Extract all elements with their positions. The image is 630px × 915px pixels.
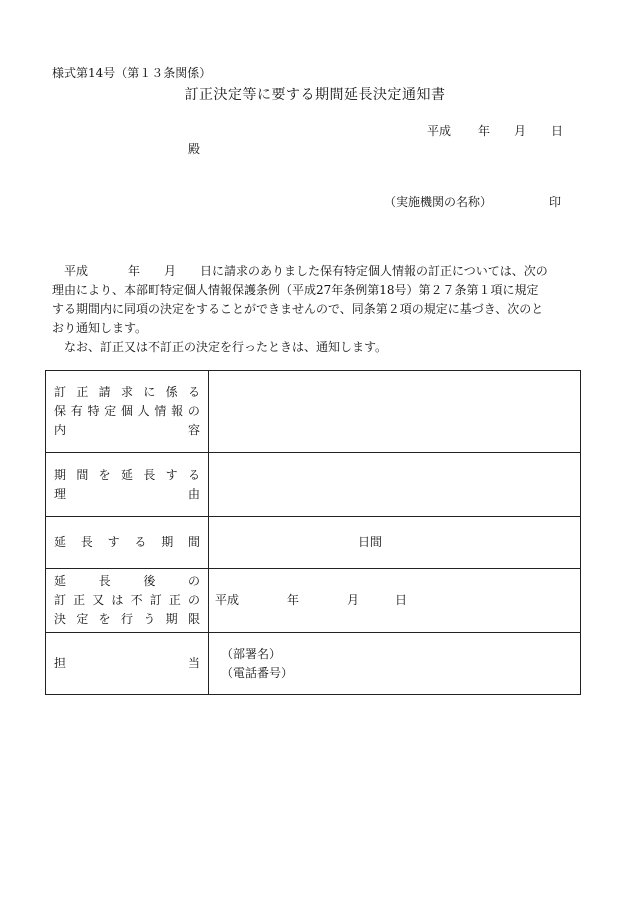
label-char: 訂 <box>54 593 67 607</box>
table-row-reason <box>46 453 581 517</box>
label-line <box>54 533 200 552</box>
issuer-name: （実施機関の名称） <box>384 195 493 209</box>
contact-phone: （電話番号） <box>221 665 294 680</box>
contact-department: （部署名） <box>221 646 282 661</box>
label-char: 求 <box>120 385 133 399</box>
body-era: 平成 <box>64 264 89 278</box>
label-char: 間 <box>187 535 200 549</box>
label-char: る <box>187 467 200 482</box>
label-char: 期 <box>165 612 178 626</box>
notice-body <box>52 262 564 357</box>
label-char: 正 <box>76 385 89 399</box>
label-char: 係 <box>165 385 178 399</box>
label-char: 正 <box>73 593 86 607</box>
label-char: 保 <box>54 404 67 418</box>
label-char: 理 <box>54 486 67 501</box>
table-row-contact <box>46 633 581 695</box>
value-contact[interactable] <box>209 633 581 695</box>
label-char: る <box>134 535 147 549</box>
label-line <box>54 421 200 440</box>
body-line-1 <box>52 262 564 281</box>
table-row-period <box>46 517 581 569</box>
label-char: 又 <box>92 593 105 607</box>
label-char: 後 <box>143 574 156 588</box>
label-char: は <box>111 593 124 607</box>
label-deadline <box>46 569 209 633</box>
label-char: う <box>143 612 156 626</box>
label-char: の <box>187 404 200 418</box>
label-char: 延 <box>54 535 67 549</box>
label-char: 定 <box>76 612 89 626</box>
label-char: 担 <box>54 656 67 670</box>
label-contact <box>46 633 209 695</box>
date-era: 平成 <box>427 124 452 138</box>
value-deadline[interactable] <box>209 569 581 633</box>
label-char: 期 <box>54 467 67 482</box>
label-char: 長 <box>80 535 93 549</box>
label-char: る <box>187 385 200 399</box>
label-char: に <box>143 385 156 399</box>
label-char: 延 <box>120 467 133 482</box>
label-char: を <box>98 467 111 482</box>
value-period[interactable] <box>209 517 581 569</box>
body-line-3: する期間内に同項の決定をすることができませんので、同条第２項の規定に基づき、次のと <box>52 302 544 316</box>
label-char: 内 <box>54 423 67 437</box>
value-content[interactable] <box>209 371 581 453</box>
label-char: す <box>165 467 178 482</box>
label-line <box>54 402 200 421</box>
label-char: の <box>187 574 200 588</box>
label-char: を <box>98 612 111 626</box>
deadline-day: 日 <box>395 593 408 607</box>
label-char: 情 <box>154 404 167 418</box>
label-char: 延 <box>54 574 67 588</box>
table-row-deadline <box>46 569 581 633</box>
label-char: 訂 <box>149 593 162 607</box>
label-char: の <box>187 593 200 607</box>
label-line <box>54 591 200 610</box>
deadline-era: 平成 <box>215 593 240 607</box>
form-number: 様式第14号（第１３条関係） <box>52 66 212 80</box>
label-char: 長 <box>98 574 111 588</box>
label-line <box>54 485 200 504</box>
label-char: 決 <box>54 612 67 626</box>
label-char: 有 <box>70 404 83 418</box>
label-line <box>54 383 200 402</box>
label-char: 当 <box>187 656 200 670</box>
label-char: 請 <box>98 385 111 399</box>
label-char: 由 <box>187 486 200 501</box>
label-char: 人 <box>137 404 150 418</box>
body-line-2: 理由により、本部町特定個人情報保護条例（平成27年条例第18号）第２７条第１項に規定 <box>52 283 539 297</box>
label-char: 不 <box>130 593 143 607</box>
label-char: 報 <box>171 404 184 418</box>
label-char: 訂 <box>54 385 67 399</box>
table-row-content <box>46 371 581 453</box>
label-line <box>54 654 200 673</box>
label-char: 容 <box>187 423 200 437</box>
addressee-suffix: 殿 <box>188 142 201 156</box>
body-line1-rest: 日に請求のありました保有特定個人情報の訂正については、次の <box>200 264 548 278</box>
document-title: 訂正決定等に要する期間延長決定通知書 <box>184 87 446 103</box>
body-line-4: おり通知します。 <box>52 321 148 335</box>
seal-mark: 印 <box>549 195 562 209</box>
label-char: 限 <box>187 612 200 626</box>
label-char: す <box>107 535 120 549</box>
label-char: 特 <box>87 404 100 418</box>
label-period <box>46 517 209 569</box>
body-year: 年 <box>128 264 141 278</box>
date-year: 年 <box>478 124 491 138</box>
date-day: 日 <box>551 124 564 138</box>
notice-table <box>45 370 581 695</box>
label-reason <box>46 453 209 517</box>
body-para-2: なお、訂正又は不訂正の決定を行ったときは、通知します。 <box>64 340 388 354</box>
date-month: 月 <box>514 124 527 138</box>
label-char: 期 <box>161 535 174 549</box>
label-char: 長 <box>143 467 156 482</box>
label-char: 個 <box>120 404 133 418</box>
period-days: 日間 <box>358 535 383 549</box>
value-reason[interactable] <box>209 453 581 517</box>
label-content <box>46 371 209 453</box>
label-char: 正 <box>168 593 181 607</box>
label-char: 行 <box>120 612 133 626</box>
deadline-year: 年 <box>287 593 300 607</box>
label-char: 間 <box>76 467 89 482</box>
label-char: 定 <box>104 404 117 418</box>
body-month: 月 <box>164 264 177 278</box>
label-line <box>54 466 200 485</box>
deadline-month: 月 <box>347 593 360 607</box>
label-line <box>54 610 200 629</box>
label-line <box>54 572 200 591</box>
